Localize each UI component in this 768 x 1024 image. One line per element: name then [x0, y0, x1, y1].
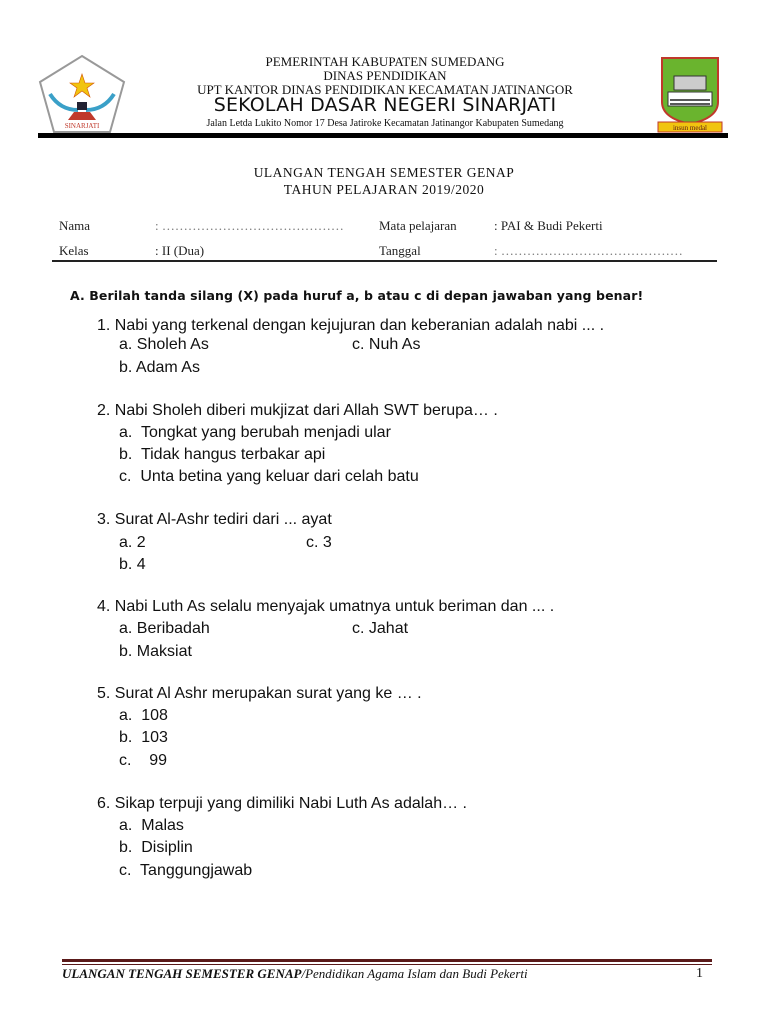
svg-text:SINARJATI: SINARJATI: [64, 122, 100, 130]
option-b[interactable]: b. 4: [119, 556, 146, 573]
footer-text: [62, 966, 528, 982]
letterhead-line-2: DINAS PENDIDIKAN: [323, 68, 447, 83]
option-a[interactable]: a. Malas: [119, 817, 184, 834]
crest-banner-text: insun medal: [672, 124, 708, 132]
kelas-label: Kelas: [59, 243, 89, 258]
school-logo: [38, 54, 126, 134]
letterhead-divider: [38, 133, 728, 138]
option-c[interactable]: c. Jahat: [352, 620, 409, 637]
option-b[interactable]: b. Tidak hangus terbakar api: [119, 446, 326, 463]
option-b[interactable]: b. 103: [119, 729, 168, 746]
school-address: Jalan Letda Lukito Nomor 17 Desa Jatiroke Kecamatan Jatinangor Kabupaten Sumedang: [206, 118, 564, 129]
kelas-value: : II (Dua): [155, 243, 205, 258]
mapel-label: Mata pelajaran: [379, 218, 457, 233]
mapel-value: : PAI & Budi Pekerti: [494, 218, 603, 233]
question-5: 5. Surat Al Ashr merupakan surat yang ke … .: [97, 685, 422, 702]
footer-title: ULANGAN TENGAH SEMESTER GENAP: [62, 966, 302, 981]
info-divider: [52, 260, 717, 262]
instruction: A. Berilah tanda silang (X) pada huruf a, b atau c di depan jawaban yang benar!: [70, 288, 644, 303]
option-a[interactable]: a. 2: [119, 534, 146, 551]
question-1: 1. Nabi yang terkenal dengan kejujuran dan keberanian adalah nabi ... .: [97, 317, 605, 334]
footer-divider-thin: [62, 964, 712, 965]
option-a[interactable]: a. Beribadah: [119, 620, 210, 637]
tanggal-label: Tanggal: [379, 243, 421, 258]
option-a[interactable]: a. 108: [119, 707, 168, 724]
question-2: 2. Nabi Sholeh diberi mukjizat dari Allah SWT berupa… .: [97, 402, 498, 419]
option-b[interactable]: b. Disiplin: [119, 839, 193, 856]
question-6: 6. Sikap terpuji yang dimiliki Nabi Luth As adalah… .: [97, 795, 467, 812]
option-c[interactable]: c. 3: [306, 534, 332, 551]
option-b[interactable]: b. Adam As: [119, 359, 200, 376]
nama-label: Nama: [59, 218, 91, 233]
question-4: 4. Nabi Luth As selalu menyajak umatnya untuk beriman dan ... .: [97, 598, 555, 615]
option-c[interactable]: c. 99: [119, 752, 168, 769]
letterhead-line-1: PEMERINTAH KABUPATEN SUMEDANG: [265, 54, 505, 69]
option-b[interactable]: b. Maksiat: [119, 643, 192, 660]
school-name: SEKOLAH DASAR NEGERI SINARJATI: [213, 94, 557, 116]
nama-field[interactable]: : ……………………………………: [155, 218, 344, 233]
letterhead-line-3: UPT KANTOR DINAS PENDIDIKAN KECAMATAN JATINANGOR: [197, 82, 573, 97]
question-3: 3. Surat Al-Ashr tediri dari ... ayat: [97, 511, 332, 528]
regency-crest: [652, 52, 728, 134]
exam-title: ULANGAN TENGAH SEMESTER GENAP: [253, 165, 515, 180]
exam-year: TAHUN PELAJARAN 2019/2020: [283, 182, 485, 197]
option-c[interactable]: c. Tanggungjawab: [119, 862, 253, 879]
tanggal-field[interactable]: : ……………………………………: [494, 243, 683, 258]
page-number: 1: [696, 966, 703, 981]
footer-divider: [62, 959, 712, 962]
option-a[interactable]: a. Tongkat yang berubah menjadi ular: [119, 424, 391, 441]
footer-subject: /Pendidikan Agama Islam dan Budi Pekerti: [301, 966, 528, 981]
option-c[interactable]: c. Unta betina yang keluar dari celah batu: [119, 468, 419, 485]
option-a[interactable]: a. Sholeh As: [119, 336, 209, 353]
option-c[interactable]: c. Nuh As: [352, 336, 421, 353]
